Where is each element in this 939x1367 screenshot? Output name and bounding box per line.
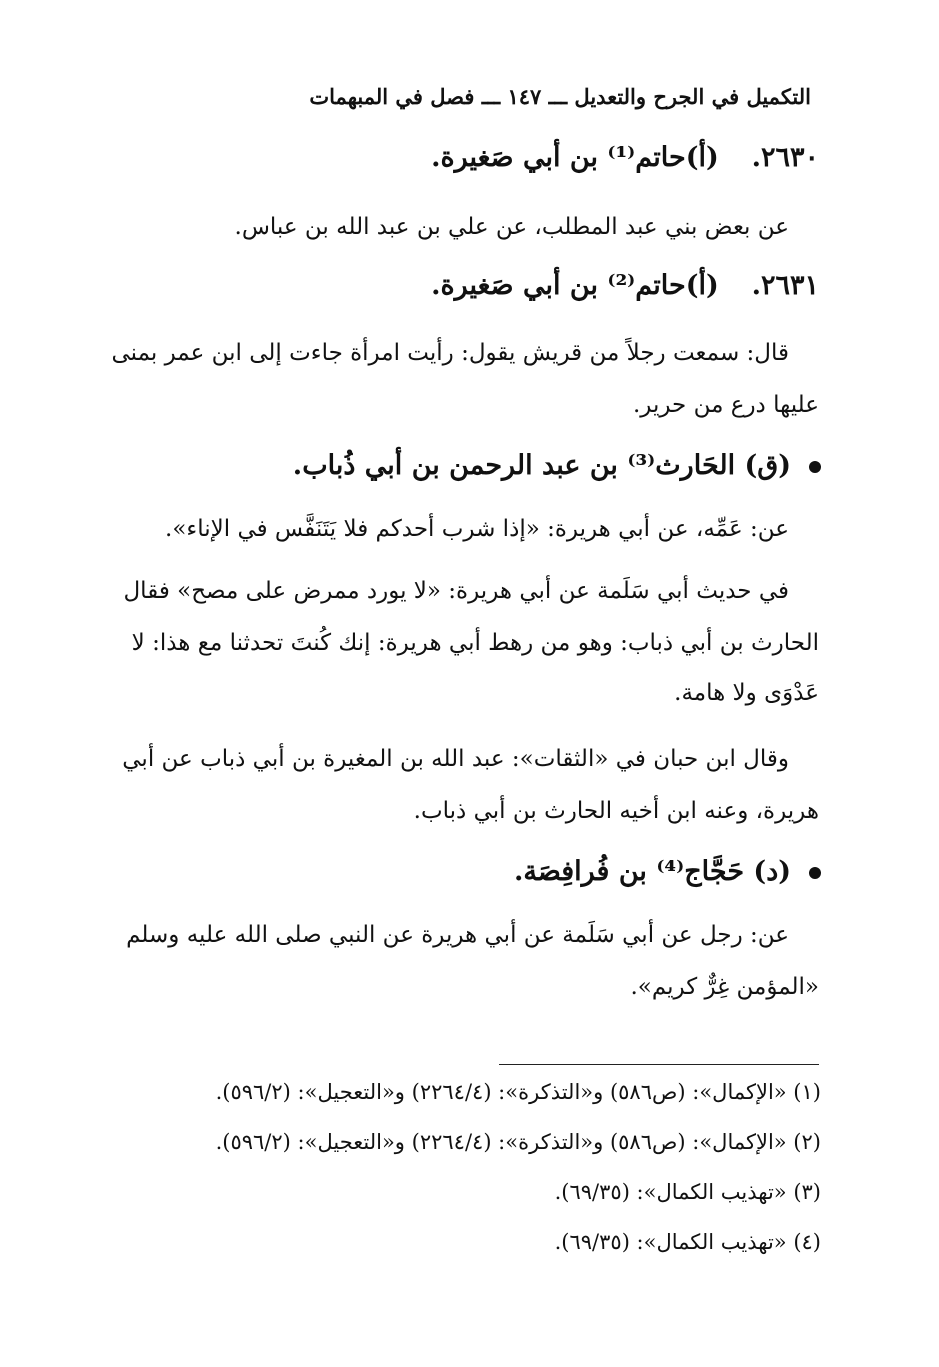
entry-number: ٢٦٣١. [751, 270, 819, 301]
entry-title: (أ)حاتم⁽¹⁾ بن أبي صَغيرة. [431, 142, 719, 173]
entry-heading-2631 [431, 270, 819, 301]
entry-body-line: عليها درع من حرير. [632, 392, 819, 418]
entry-heading-hajjaj [514, 856, 821, 887]
running-header: التكميل في الجرح والتعديل ـــ ١٤٧ ـــ فصل في المبهمات [309, 84, 811, 109]
entry-body-line: هريرة، وعنه ابن أخيه الحارث بن أبي ذباب. [413, 798, 819, 824]
entry-number: ٢٦٣٠. [751, 142, 819, 173]
entry-body-line: قال: سمعت رجلاً من قريش يقول: رأيت امرأة جاءت إلى ابن عمر بمنى [111, 340, 789, 366]
footnote-separator [499, 1064, 819, 1065]
entry-body-line: الحارث بن أبي ذباب: وهو من رهط أبي هريرة: إنك كُنتَ تحدثنا مع هذا: لا [131, 630, 819, 656]
entry-title: (د) حَجَّاج⁽⁴⁾ بن فُرافِصَة. [513, 856, 791, 887]
entry-body-line: عن بعض بني عبد المطلب، عن علي بن عبد الله بن عباس. [234, 214, 789, 240]
entry-body-line: عن: رجل عن أبي سَلَمة عن أبي هريرة عن النبي صلى الله عليه وسلم [126, 922, 789, 948]
entry-heading-2630 [431, 142, 819, 173]
entry-body-line: عَدْوَى ولا هامة. [674, 680, 819, 706]
entry-body-line: «المؤمن غِرٌّ كريم». [630, 974, 819, 1000]
bullet-icon [809, 867, 821, 879]
entry-title: (أ)حاتم⁽²⁾ بن أبي صَغيرة. [431, 270, 719, 301]
footnote-2: (٢) «الإكمال»: (ص٥٨٦) و«التذكرة»: (٢٢٦٤/٤) و«التعجيل»: (٥٩٦/٢). [215, 1130, 821, 1154]
bullet-icon [809, 461, 821, 473]
entry-body-line: عن: عَمِّه، عن أبي هريرة: «إذا شرب أحدكم فلا يَتَنَفَّس في الإناء». [165, 516, 789, 542]
entry-body-line: وقال ابن حبان في «الثقات»: عبد الله بن المغيرة بن أبي ذباب عن أبي [122, 746, 789, 772]
entry-title: (ق) الحَارث⁽³⁾ بن عبد الرحمن بن أبي ذُباب. [292, 450, 791, 481]
footnote-4: (٤) «تهذيب الكمال»: (٦٩/٣٥). [554, 1230, 821, 1254]
footnote-3: (٣) «تهذيب الكمال»: (٦٩/٣٥). [554, 1180, 821, 1204]
entry-heading-harith [293, 450, 821, 481]
entry-body-line: في حديث أبي سَلَمة عن أبي هريرة: «لا يورد ممرض على مصح» فقال [123, 578, 789, 604]
footnote-1: (١) «الإكمال»: (ص٥٨٦) و«التذكرة»: (٢٢٦٤/٤) و«التعجيل»: (٥٩٦/٢). [215, 1080, 821, 1104]
